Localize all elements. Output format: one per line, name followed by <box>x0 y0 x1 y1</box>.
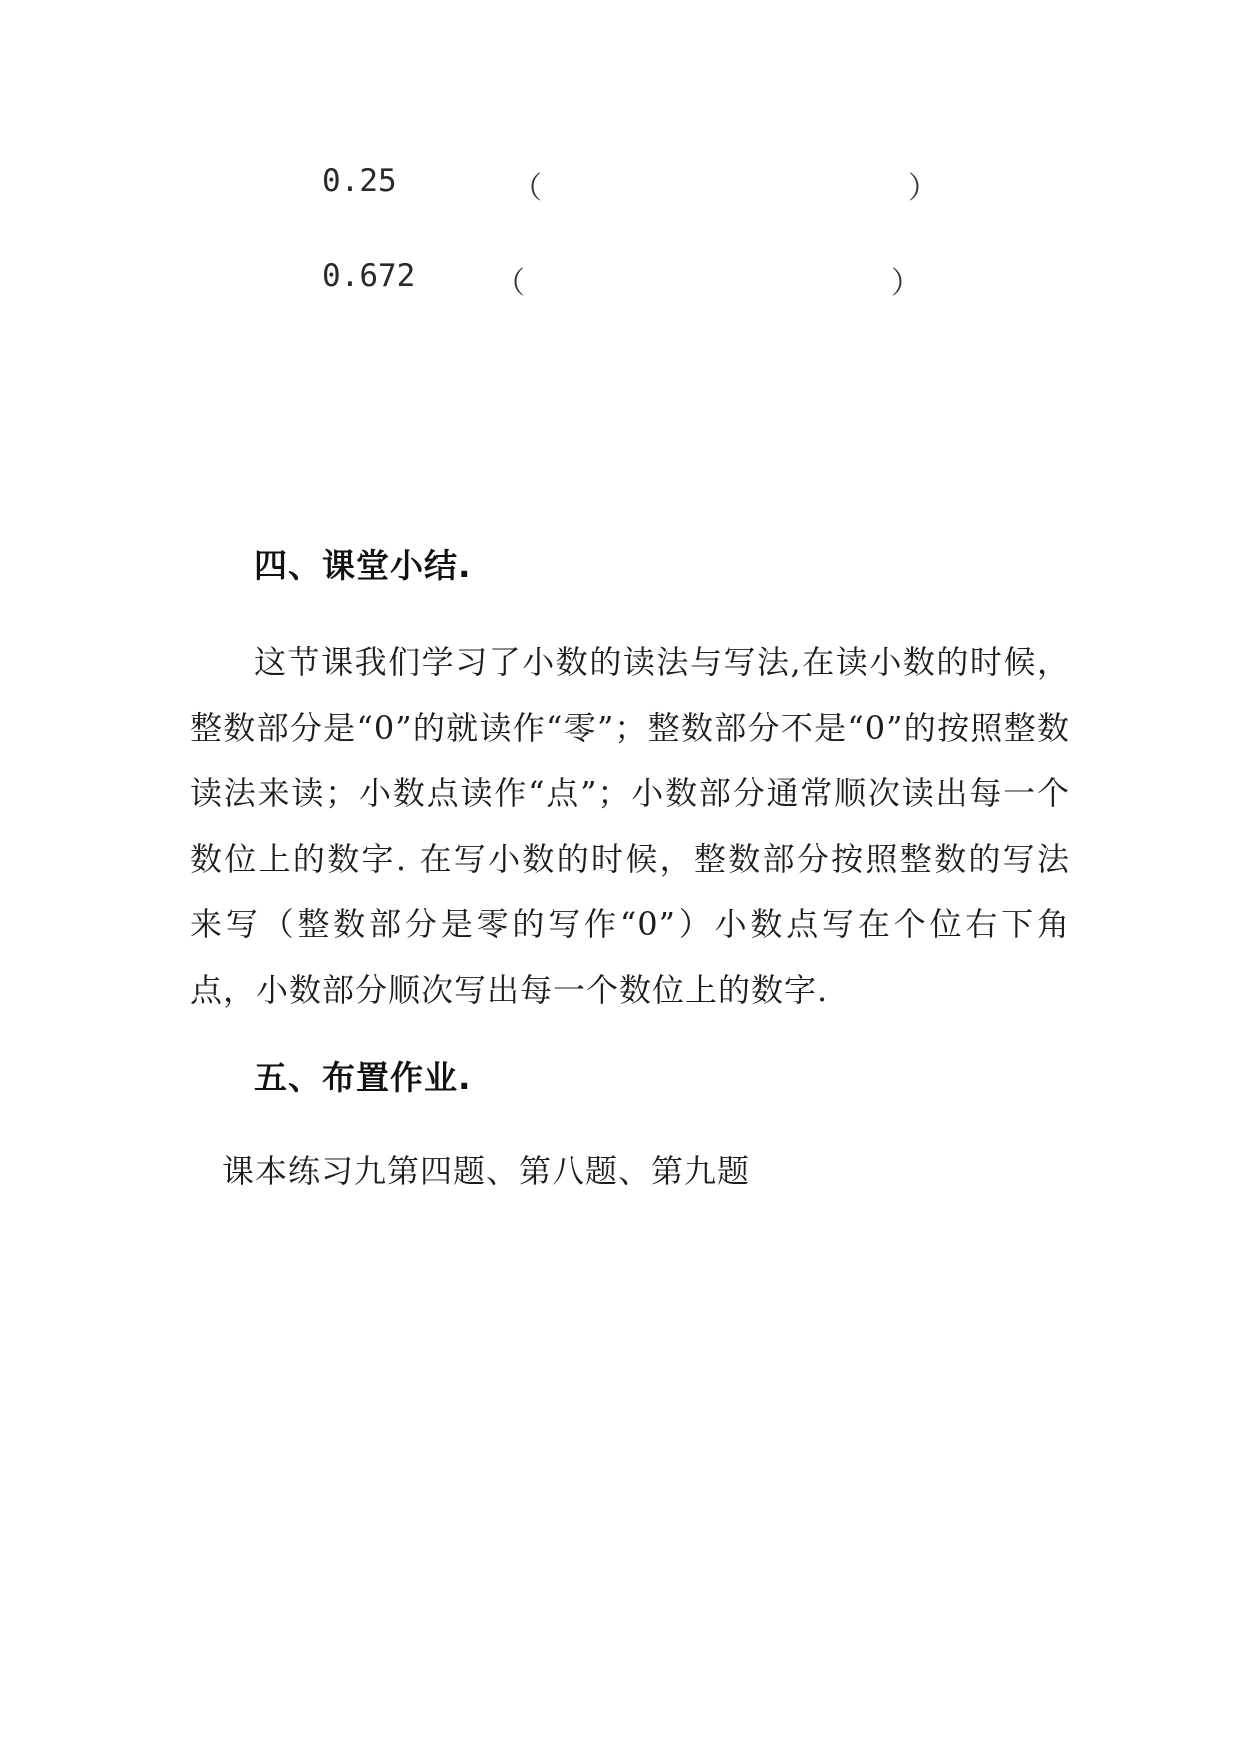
exercise-number-2: 0.672 <box>322 258 416 294</box>
homework-text: 课本练习九第四题、第八题、第九题 <box>222 1152 751 1190</box>
answer-close-paren-2: ） <box>891 266 921 301</box>
summary-paragraph: 这节课我们学习了小数的读法与写法,在读小数的时候，整数部分是“0”的就读作“零”；整数部分不是“0”的按照整数读法来读；小数点读作“点”；小数部分通常顺次读出每一个数位上的数字. 在写小数的时候，整数部分按照整数的写法来写（整数部分是零的写作“0”）小数点写在个位右下角点，小数部分顺次写出每一个数位上的数字. <box>190 643 1070 1009</box>
answer-open-paren-1: （ <box>512 171 542 206</box>
homework-heading: 五、布置作业. <box>254 1058 472 1097</box>
answer-open-paren-2: （ <box>495 266 525 301</box>
answer-close-paren-1: ） <box>908 171 938 206</box>
exercise-number-1: 0.25 <box>322 163 397 199</box>
summary-heading: 四、课堂小结. <box>254 546 472 585</box>
